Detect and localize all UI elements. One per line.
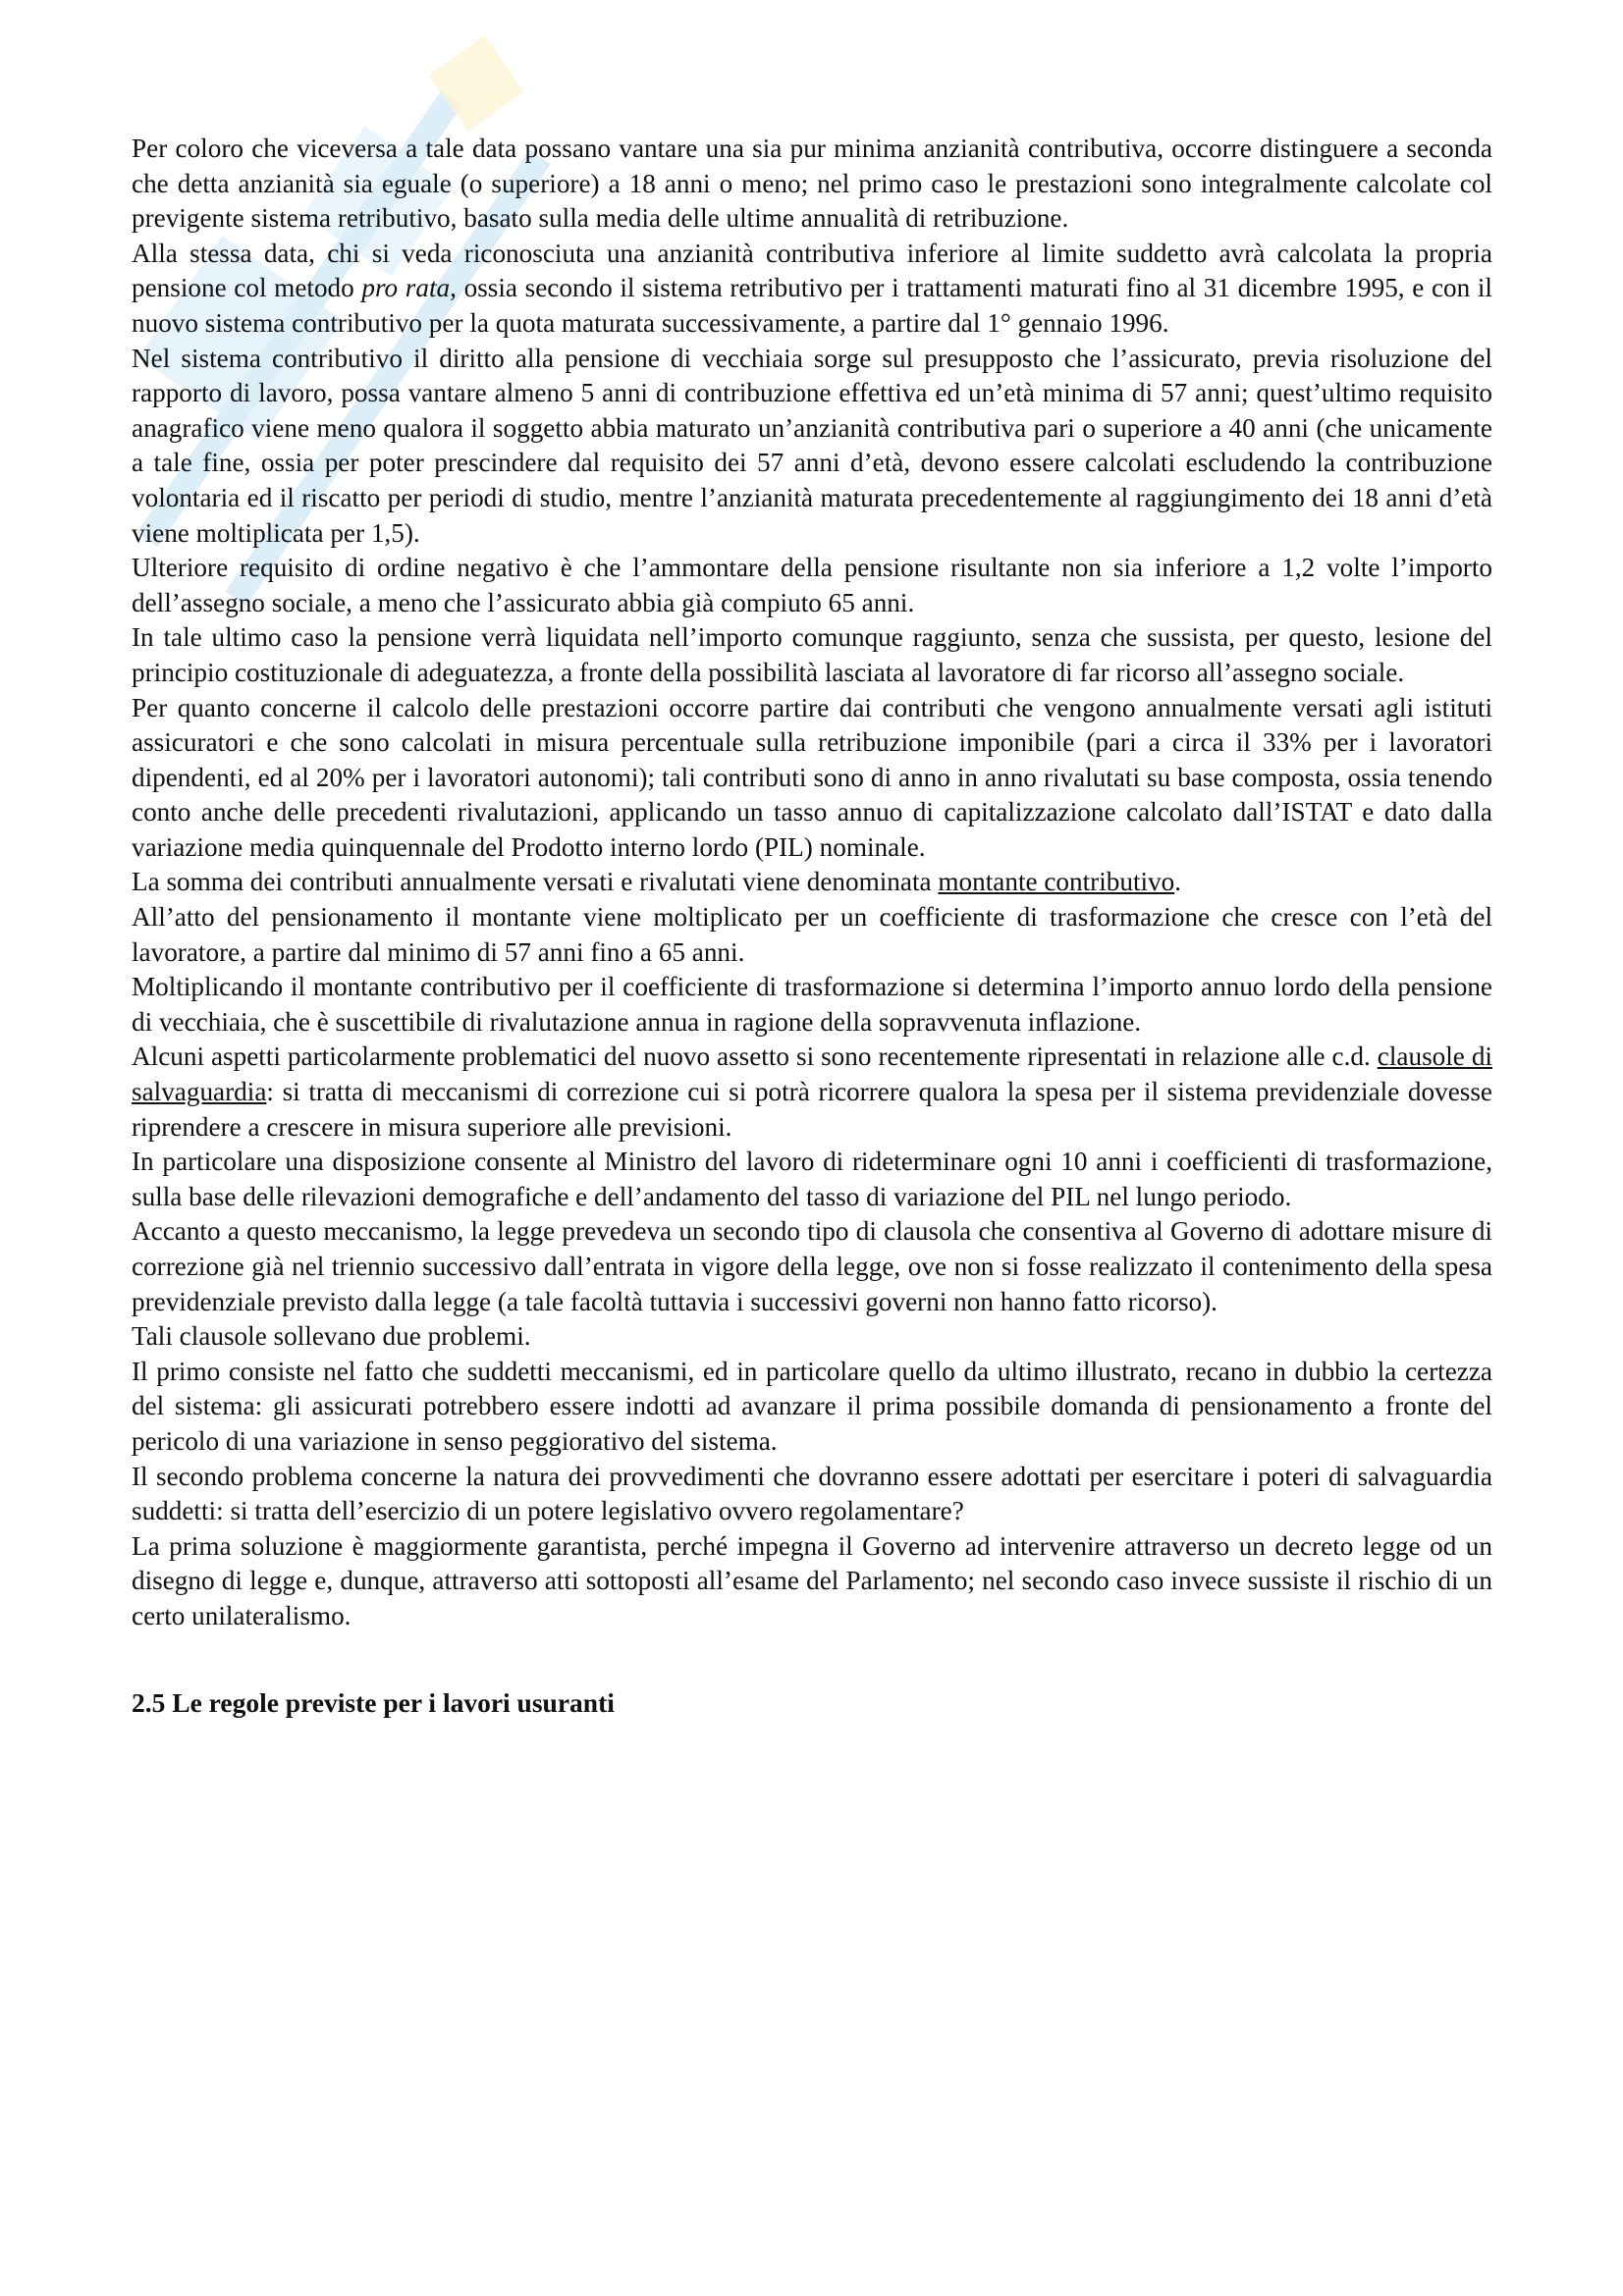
underlined-term: montante contributivo <box>938 867 1175 897</box>
paragraph <box>132 1355 1492 1460</box>
text-run: : si tratta di meccanismi di correzione cui si potrà ricorrere qualora la spesa per il sistema previdenziale dovesse riprendere a crescere in misura superiore alle previsioni. <box>132 1077 1492 1142</box>
paragraph <box>132 1319 1492 1355</box>
text-run: In particolare una disposizione consente al Ministro del lavoro di rideterminare ogni 10 anni i coefficienti di trasformazione, sulla base delle rilevazioni demografiche e dell’andamento del tasso di variazione del PIL nel lungo periodo. <box>132 1147 1492 1211</box>
text-run: Per quanto concerne il calcolo delle prestazioni occorre partire dai contributi che vengono annualmente versati agli istituti assicuratori e che sono calcolati in misura percentuale sulla retribuzione imponibile (pari a circa il 33% per i lavoratori dipendenti, ed al 20% per i lavoratori autonomi); tali contributi sono di anno in anno rivalutati su base composta, ossia tenendo conto anche delle precedenti rivalutazioni, applicando un tasso annuo di capitalizzazione calcolato dall’ISTAT e dato dalla variazione media quinquennale del Prodotto interno lordo (PIL) nominale. <box>132 692 1492 862</box>
text-run: Il secondo problema concerne la natura dei provvedimenti che dovranno essere adottati per esercitare i poteri di salvaguardia suddetti: si tratta dell’esercizio di un potere legislativo ovvero regolamentare? <box>132 1461 1492 1526</box>
section-heading: 2.5 Le regole previste per i lavori usuranti <box>132 1686 615 1718</box>
text-run: In tale ultimo caso la pensione verrà liquidata nell’importo comunque raggiunto, senza che sussista, per questo, lesione del principio costituzionale di adeguatezza, a fronte della possibilità lasciata al lavoratore di far ricorso all’assegno sociale. <box>132 622 1492 687</box>
text-run: Ulteriore requisito di ordine negativo è che l’ammontare della pensione risultante non sia inferiore a 1,2 volte l’importo dell’assegno sociale, a meno che l’assicurato abbia già compiuto 65 anni. <box>132 553 1492 617</box>
text-run: Moltiplicando il montante contributivo per il coefficiente di trasformazione si determina l’importo annuo lordo della pensione di vecchiaia, che è suscettibile di rivalutazione annua in ragione della sopravvenuta inflazione. <box>132 972 1492 1037</box>
text-run: , ossia secondo il sistema retributivo per i trattamenti maturati fino al 31 dicembre 1995, e con il nuovo sistema contributivo per la quota maturata successivamente, a partire dal 1° gennaio 1996. <box>132 273 1492 338</box>
paragraph <box>132 237 1492 342</box>
text-run: Nel sistema contributivo il diritto alla pensione di vecchiaia sorge sul presupposto che l’assicurato, previa risoluzione del rapporto di lavoro, possa vantare almeno 5 anni di contribuzione effettiva ed un’età minima di 57 anni; quest’ultimo requisito anagrafico viene meno qualora il soggetto abbia maturato un’anzianità contributiva pari o superiore a 40 anni (che unicamente a tale fine, ossia per poter prescindere dal requisito dei 57 anni d’età, devono essere calcolati escludendo la contribuzione volontaria ed il riscatto per periodi di studio, mentre l’anzianità maturata precedentemente al raggiungimento dei 18 anni d’età viene moltiplicata per 1,5). <box>132 343 1492 548</box>
paragraph <box>132 865 1492 900</box>
paragraph <box>132 342 1492 552</box>
text-run: Alcuni aspetti particolarmente problematici del nuovo assetto si sono recentemente ripresentati in relazione alle c.d. <box>132 1041 1378 1072</box>
paragraph <box>132 1529 1492 1634</box>
paragraph <box>132 900 1492 970</box>
text-run: Tali clausole sollevano due problemi. <box>132 1321 531 1352</box>
paragraph <box>132 970 1492 1040</box>
paragraph <box>132 132 1492 237</box>
text-run: Per coloro che viceversa a tale data possano vantare una sia pur minima anzianità contributiva, occorre distinguere a seconda che detta anzianità sia eguale (o superiore) a 18 anni o meno; nel primo caso le prestazioni sono integralmente calcolate col previgente sistema retributivo, basato sulla media delle ultime annualità di retribuzione. <box>132 133 1492 234</box>
paragraph <box>132 1214 1492 1319</box>
body-text <box>132 132 1492 1634</box>
paragraph <box>132 1460 1492 1529</box>
text-run: Alla stessa data, chi si veda riconosciuta una anzianità contributiva inferiore al limite suddetto avrà calcolata la propria pensione col metodo <box>132 238 1492 303</box>
paragraph <box>132 551 1492 620</box>
text-run: . <box>1174 867 1182 897</box>
text-run: Il primo consiste nel fatto che suddetti meccanismi, ed in particolare quello da ultimo illustrato, recano in dubbio la certezza del sistema: gli assicurati potrebbero essere indotti ad avanzare il prima possibile domanda di pensionamento a fronte del pericolo di una variazione in senso peggiorativo del sistema. <box>132 1356 1492 1456</box>
underlined-term: clausole di salvaguardia <box>132 1041 1492 1107</box>
italic-text: pro rata <box>361 273 451 303</box>
text-run: La somma dei contributi annualmente versati e rivalutati viene denominata <box>132 867 939 897</box>
paragraph <box>132 620 1492 690</box>
text-run: All’atto del pensionamento il montante viene moltiplicato per un coefficiente di trasformazione che cresce con l’età del lavoratore, a partire dal minimo di 57 anni fino a 65 anni. <box>132 902 1492 967</box>
paragraph <box>132 691 1492 866</box>
paragraph <box>132 1145 1492 1214</box>
document-page <box>132 132 1492 1721</box>
paragraph <box>132 1040 1492 1145</box>
text-run: La prima soluzione è maggiormente garantista, perché impegna il Governo ad intervenire attraverso un decreto legge od un disegno di legge e, dunque, attraverso atti sottoposti all’esame del Parlamento; nel secondo caso invece sussiste il rischio di un certo unilateralismo. <box>132 1530 1492 1630</box>
text-run: Accanto a questo meccanismo, la legge prevedeva un secondo tipo di clausola che consentiva al Governo di adottare misure di correzione già nel triennio successivo dall’entrata in vigore della legge, ove non si fosse realizzato il contenimento della spesa previdenziale previsto dalla legge (a tale facoltà tuttavia i successivi governi non hanno fatto ricorso). <box>132 1216 1492 1316</box>
